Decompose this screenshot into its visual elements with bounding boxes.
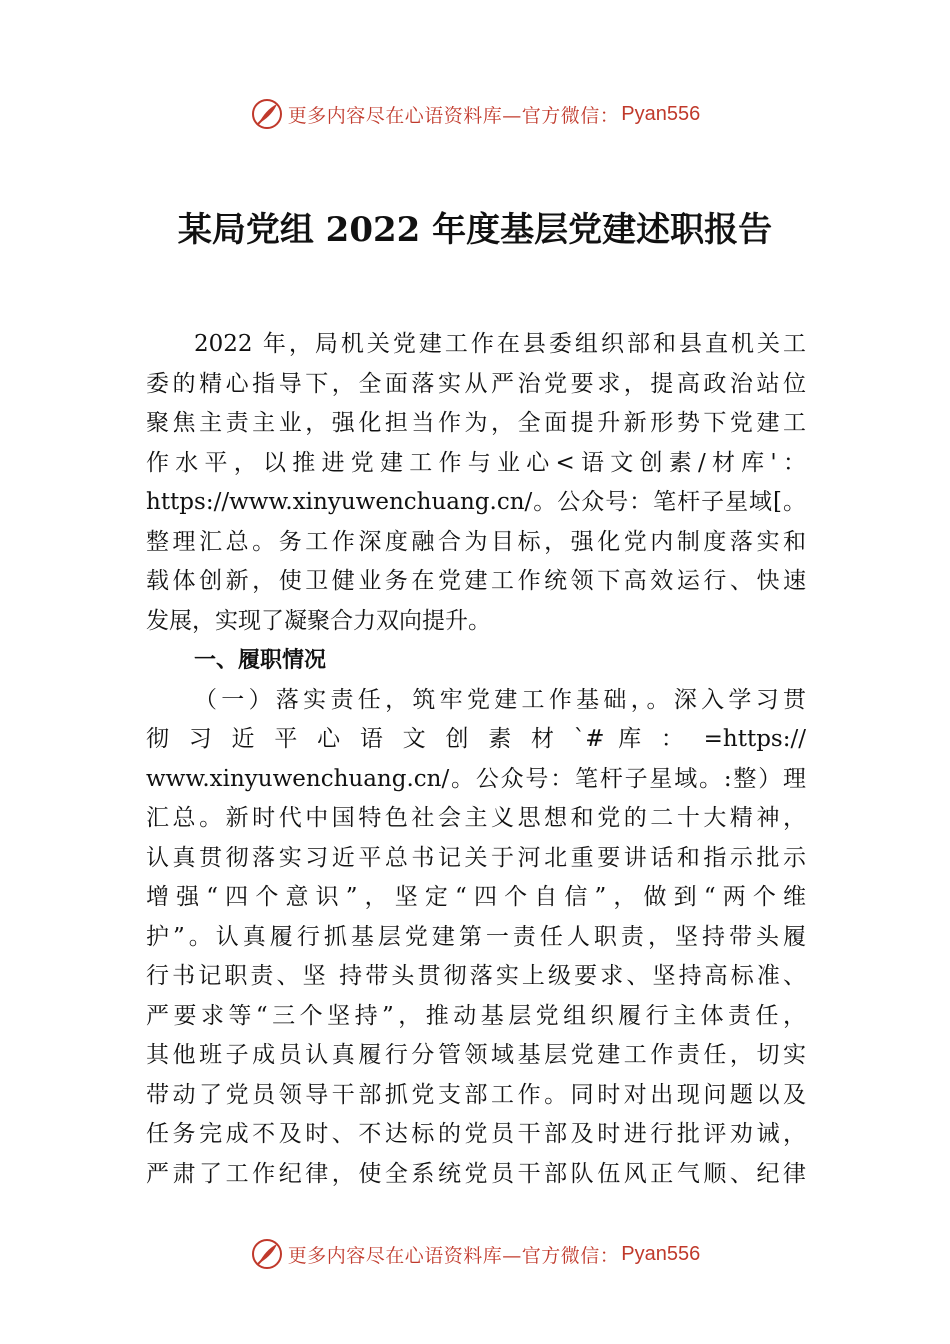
paragraph-line: 其他班子成员认真履行分管领域基层党建工作责任，切实 [146, 1042, 806, 1068]
paragraph-line: 发展，实现了凝聚合力双向提升。 [146, 607, 491, 634]
paragraph-line: 载体创新，使卫健业务在党建工作统领下高效运行、快速 [146, 568, 806, 594]
paragraph-line: （一）落实责任，筑牢党建工作基础，。深入学习贯 [194, 686, 806, 713]
paragraph-line: 委的精心指导下，全面落实从严治党要求，提高政治站位 [146, 370, 806, 397]
header-banner [0, 94, 950, 134]
paragraph-line: 2022 年，局机关党建工作在县委组织部和县直机关工 [194, 331, 806, 357]
feather-pen-logo-icon [250, 1237, 284, 1271]
paragraph-line: 认真贯彻落实习近平总书记关于河北重要讲话和指示批示 [146, 844, 806, 871]
document-title: 某局党组 2022 年度基层党建述职报告 [177, 210, 773, 250]
paragraph-line: 增强“四个意识”，坚定“四个自信”，做到“两个维 [146, 884, 806, 910]
paragraph-line: 严要求等“三个坚持”，推动基层党组织履行主体责任， [146, 1002, 806, 1029]
paragraph-line: 汇总。新时代中国特色社会主义思想和党的二十大精神， [146, 805, 806, 831]
paragraph-line: 彻 习 近 平 心 语 文 创 素 材 `# 库 ： =https:// [146, 726, 806, 752]
paragraph-line: 任务完成不及时、不达标的党员干部及时进行批评劝诫， [146, 1121, 806, 1147]
document-body [146, 325, 806, 1194]
banner-text: 更多内容尽在心语资料库—官方微信： [287, 104, 620, 127]
section-heading: 一、履职情况 [194, 648, 327, 673]
paragraph-line: 行书记职责、坚 持带头贯彻落实上级要求、坚持高标准、 [146, 963, 806, 989]
feather-pen-logo-icon [250, 97, 284, 131]
paragraph-line: 作水平，以推进党建工作与业心<语文创素/材库'： [146, 449, 806, 476]
paragraph-line: 严肃了工作纪律，使全系统党员干部队伍风正气顺、纪律 [146, 1160, 806, 1187]
banner-account: Pyan556 [621, 1242, 701, 1265]
footer-banner [0, 1234, 950, 1274]
banner-account: Pyan556 [621, 102, 701, 125]
paragraph-line: 护”。认真履行抓基层党建第一责任人职责，坚持带头履 [146, 923, 806, 950]
banner-text: 更多内容尽在心语资料库—官方微信： [287, 1244, 620, 1267]
paragraph-line: https://www.xinyuwenchuang.cn/。公众号：笔杆子星域[。 [146, 489, 806, 515]
paragraph-line: 带动了党员领导干部抓党支部工作。同时对出现问题以及 [146, 1081, 806, 1108]
paragraph-line: 聚焦主责主业，强化担当作为，全面提升新形势下党建工 [146, 410, 806, 436]
paragraph-line: 整理汇总。务工作深度融合为目标，强化党内制度落实和 [146, 528, 806, 555]
paragraph-line: www.xinyuwenchuang.cn/。公众号：笔杆子星域。:整）理 [146, 765, 806, 792]
